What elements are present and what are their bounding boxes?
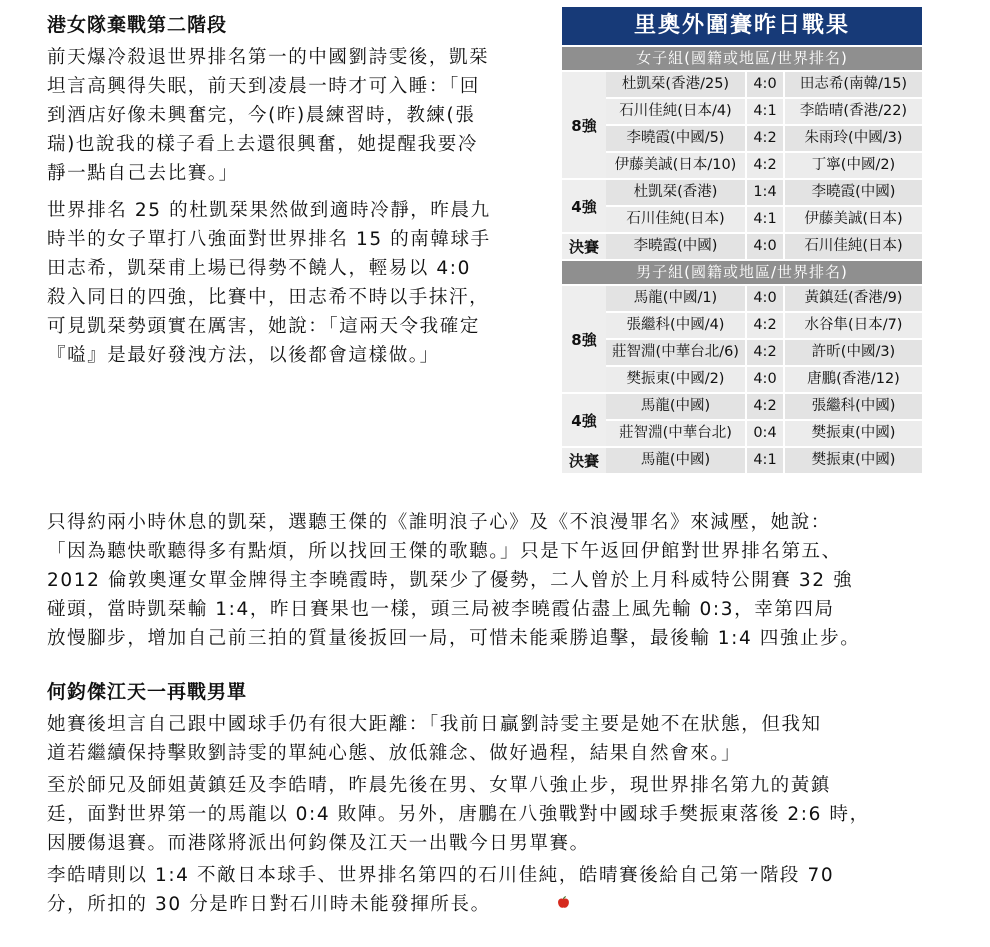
stage-block xyxy=(562,234,922,259)
score-cell: 1:4 xyxy=(747,180,783,205)
score-cell: 4:0 xyxy=(747,367,783,392)
stage-label: 4強 xyxy=(562,180,606,232)
text-line: 瑞)也說我的樣子看上去還很興奮，她提醒我要冷 xyxy=(47,134,478,155)
text-line: 碰頭，當時凱栞輸 1:4，昨日賽果也一樣，頭三局被李曉霞佔盡上風先輸 0:3，幸第四局 xyxy=(47,599,835,620)
score-cell: 4:2 xyxy=(747,394,783,419)
text-line: 分，所扣的 30 分是昨日對石川時未能發揮所長。 xyxy=(47,894,491,915)
match-row xyxy=(606,421,922,446)
heading-men-singles: 何鈞傑江天一再戰男單 xyxy=(47,681,248,703)
para-5 xyxy=(47,771,942,858)
match-row xyxy=(606,99,922,124)
score-cell: 4:0 xyxy=(747,234,783,259)
match-row xyxy=(606,448,922,473)
stage-label: 決賽 xyxy=(562,234,606,259)
stage-block xyxy=(562,286,922,392)
player-1-cell: 李曉霞(中國) xyxy=(606,234,745,259)
player-1-cell: 石川佳純(日本/4) xyxy=(606,99,745,124)
score-cell: 4:1 xyxy=(747,99,783,124)
player-2-cell: 唐鵬(香港/12) xyxy=(785,367,922,392)
player-2-cell: 樊振東(中國) xyxy=(785,448,922,473)
stage-label: 8強 xyxy=(562,72,606,178)
stage-label: 決賽 xyxy=(562,448,606,473)
score-cell: 4:2 xyxy=(747,340,783,365)
match-row xyxy=(606,367,922,392)
women-group-header: 女子組(國籍或地區/世界排名) xyxy=(562,47,922,70)
player-1-cell: 莊智淵(中華台北/6) xyxy=(606,340,745,365)
player-1-cell: 馬龍(中國) xyxy=(606,448,745,473)
stage-label: 4強 xyxy=(562,394,606,446)
results-table-body xyxy=(562,47,922,473)
player-1-cell: 樊振東(中國/2) xyxy=(606,367,745,392)
text-line: 「因為聽快歌聽得多有點煩，所以找回王傑的歌聽。」只是下午返回伊館對世界排名第五、 xyxy=(47,541,842,562)
player-1-cell: 馬龍(中國/1) xyxy=(606,286,745,311)
match-row xyxy=(606,180,922,205)
player-2-cell: 李曉霞(中國) xyxy=(785,180,922,205)
text-line: 放慢腳步，增加自己前三拍的質量後扳回一局，可惜未能乘勝追擊，最後輸 1:4 四強止步。 xyxy=(47,628,861,649)
para-4 xyxy=(47,710,942,768)
stage-block xyxy=(562,180,922,232)
text-line: 至於師兄及師姐黃鎮廷及李皓晴，昨晨先後在男、女單八強止步，現世界排名第九的黃鎮 xyxy=(47,775,831,796)
text-line: 李皓晴則以 1:4 不敵日本球手、世界排名第四的石川佳純，皓晴賽後給自己第一階段 70 xyxy=(47,865,835,886)
text-line: 前天爆冷殺退世界排名第一的中國劉詩雯後，凱栞 xyxy=(47,47,490,68)
match-row xyxy=(606,286,922,311)
text-line: 田志希，凱栞甫上場已得勢不饒人，輕易以 4:0 xyxy=(47,258,471,279)
player-1-cell: 杜凱栞(香港) xyxy=(606,180,745,205)
score-cell: 4:2 xyxy=(747,313,783,338)
player-2-cell: 田志希(南韓/15) xyxy=(785,72,922,97)
player-1-cell: 石川佳純(日本) xyxy=(606,207,745,232)
text-line: 廷，面對世界第一的馬龍以 0:4 敗陣。另外，唐鵬在八強戰對中國球手樊振東落後 2:6 時， xyxy=(47,804,870,825)
text-line: 2012 倫敦奧運女單金牌得主李曉霞時，凱栞少了優勢，二人曾於上月科威特公開賽 32 強 xyxy=(47,570,854,591)
player-2-cell: 黃鎮廷(香港/9) xyxy=(785,286,922,311)
results-table-title: 里奧外圍賽昨日戰果 xyxy=(562,7,922,45)
text-line: 因腰傷退賽。而港隊將派出何鈞傑及江天一出戰今日男單賽。 xyxy=(47,833,590,854)
score-cell: 4:2 xyxy=(747,153,783,178)
player-2-cell: 朱雨玲(中國/3) xyxy=(785,126,922,151)
heading-women-team: 港女隊棄戰第二階段 xyxy=(47,14,228,36)
text-line: 可見凱栞勢頭實在厲害，她說：「這兩天令我確定 xyxy=(47,316,480,337)
match-row xyxy=(606,153,922,178)
score-cell: 4:0 xyxy=(747,286,783,311)
men-group-header: 男子組(國籍或地區/世界排名) xyxy=(562,261,922,284)
results-table xyxy=(562,7,922,477)
score-cell: 0:4 xyxy=(747,421,783,446)
text-line: 世界排名 25 的杜凱栞果然做到適時冷靜，昨晨九 xyxy=(47,200,491,221)
red-apple-icon xyxy=(557,896,570,909)
player-1-cell: 馬龍(中國) xyxy=(606,394,745,419)
stage-block xyxy=(562,394,922,446)
match-row xyxy=(606,313,922,338)
player-2-cell: 水谷隼(日本/7) xyxy=(785,313,922,338)
match-row xyxy=(606,72,922,97)
match-row xyxy=(606,207,922,232)
text-line: 她賽後坦言自己跟中國球手仍有很大距離：「我前日贏劉詩雯主要是她不在狀態，但我知 xyxy=(47,714,822,735)
match-row xyxy=(606,340,922,365)
text-line: 只得約兩小時休息的凱栞，選聽王傑的《誰明浪子心》及《不浪漫罪名》來減壓，她說： xyxy=(47,512,831,533)
score-cell: 4:2 xyxy=(747,126,783,151)
stage-block xyxy=(562,72,922,178)
player-2-cell: 張繼科(中國) xyxy=(785,394,922,419)
score-cell: 4:0 xyxy=(747,72,783,97)
match-row xyxy=(606,234,922,259)
player-2-cell: 伊藤美誠(日本) xyxy=(785,207,922,232)
player-2-cell: 石川佳純(日本) xyxy=(785,234,922,259)
player-2-cell: 丁寧(中國/2) xyxy=(785,153,922,178)
stage-block xyxy=(562,448,922,473)
text-line: 殺入同日的四強，比賽中，田志希不時以手抹汗， xyxy=(47,287,490,308)
text-line: 道若繼續保持擊敗劉詩雯的單純心態、放低雜念、做好過程，結果自然會來。」 xyxy=(47,743,742,764)
text-line: 時半的女子單打八強面對世界排名 15 的南韓球手 xyxy=(47,229,491,250)
score-cell: 4:1 xyxy=(747,207,783,232)
player-1-cell: 杜凱栞(香港/25) xyxy=(606,72,745,97)
text-line: 靜一點自己去比賽。」 xyxy=(47,163,239,184)
score-cell: 4:1 xyxy=(747,448,783,473)
text-line: 坦言高興得失眠，前天到凌晨一時才可入睡：「回 xyxy=(47,76,480,97)
para-2 xyxy=(47,196,545,370)
player-1-cell: 伊藤美誠(日本/10) xyxy=(606,153,745,178)
text-line: 到酒店好像未興奮完，今(昨)晨練習時，教練(張 xyxy=(47,105,476,126)
player-1-cell: 李曉霞(中國/5) xyxy=(606,126,745,151)
player-1-cell: 莊智淵(中華台北) xyxy=(606,421,745,446)
para-3 xyxy=(47,508,942,653)
para-1 xyxy=(47,43,545,188)
text-line: 『嗌』是最好發洩方法，以後都會這樣做。」 xyxy=(47,345,440,366)
match-row xyxy=(606,126,922,151)
player-1-cell: 張繼科(中國/4) xyxy=(606,313,745,338)
match-row xyxy=(606,394,922,419)
player-2-cell: 李皓晴(香港/22) xyxy=(785,99,922,124)
stage-label: 8強 xyxy=(562,286,606,392)
para-6 xyxy=(47,861,942,919)
player-2-cell: 樊振東(中國) xyxy=(785,421,922,446)
player-2-cell: 許昕(中國/3) xyxy=(785,340,922,365)
